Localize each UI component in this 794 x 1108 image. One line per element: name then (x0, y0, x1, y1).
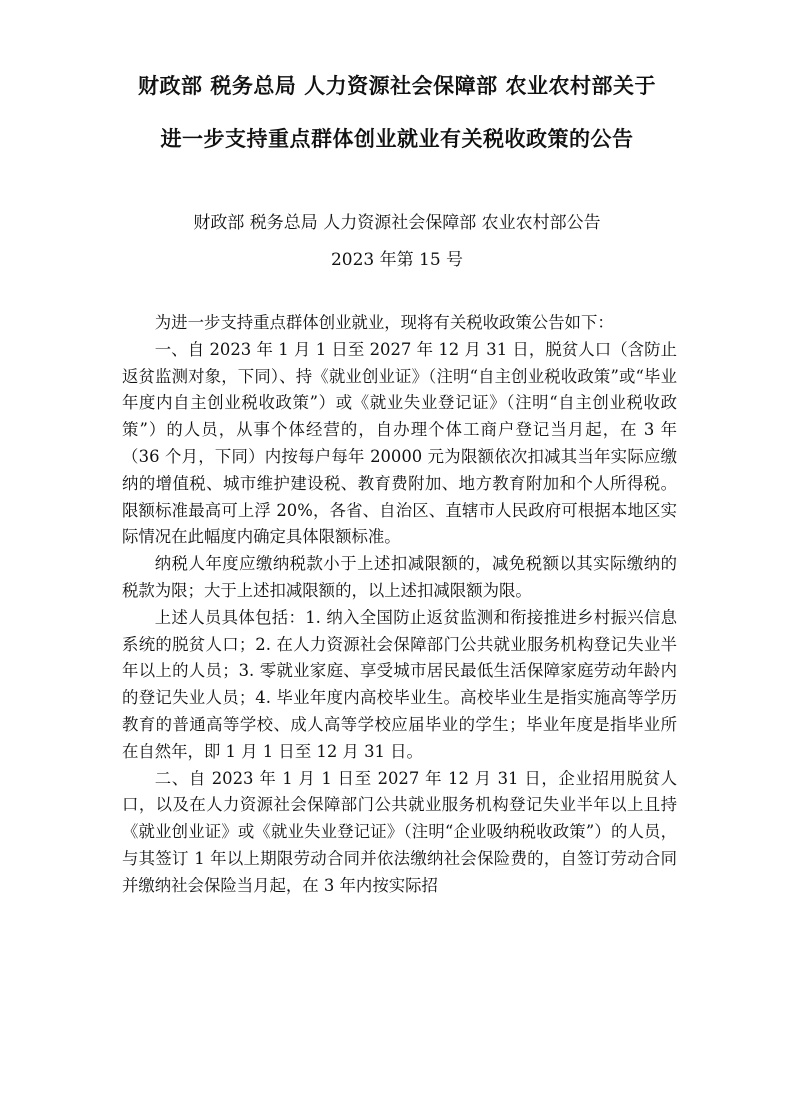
document-title-line-1: 财政部 税务总局 人力资源社会保障部 农业农村部关于 (138, 74, 656, 98)
document-title-line-2: 进一步支持重点群体创业就业有关税收政策的公告 (160, 127, 634, 151)
paragraph-intro: 为进一步支持重点群体创业就业，现将有关税收政策公告如下： (154, 313, 614, 332)
paragraph-clause-1: 一、自 2023 年 1 月 1 日至 2027 年 12 月 31 日，脱贫人口（含防止返贫监测对象，下同）、持《就业创业证》（注明“自主创业税收政策”或“毕业年度内自主创业税收政策”）或《就业失业登记证》（注明“自主创业税收政策”）的人员，从事个体经营的，自办理个体工商户登记当月起，在 3 年（36 个月，下同）内按每户每年 20000 元为限额依次扣减其当年实际应缴纳的增值税、城市维护建设税、教育费附加、地方教育附加和个人所得税。限额标准最高可上浮 20%，各省、自治区、直辖市人民政府可根据本地区实际情况在此幅度内确定具体限额标准。 (122, 339, 677, 547)
paragraph-clause-1-limit: 纳税人年度应缴纳税款小于上述扣减限额的，减免税额以其实际缴纳的税款为限；大于上述扣减限额的，以上述扣减限额为限。 (122, 554, 677, 600)
document-body (122, 310, 677, 900)
document-number: 2023 年第 15 号 (330, 250, 464, 270)
paragraph-clause-2: 二、自 2023 年 1 月 1 日至 2027 年 12 月 31 日，企业招用脱贫人口，以及在人力资源社会保障部门公共就业服务机构登记失业半年以上且持《就业创业证》或《就业失业登记证》（注明“企业吸纳税收政策”）的人员，与其签订 1 年以上期限劳动合同并依法缴纳社会保险费的，自签订劳动合同并缴纳社会保险当月起，在 3 年内按实际招 (122, 768, 677, 895)
paragraph-clause-1-persons: 上述人员具体包括：1. 纳入全国防止返贫监测和衔接推进乡村振兴信息系统的脱贫人口；2. 在人力资源社会保障部门公共就业服务机构登记失业半年以上的人员；3. 零就业家庭、享受城市居民最低生活保障家庭劳动年龄内的登记失业人员；4. 毕业年度内高校毕业生。高校毕业生是指实施高等学历教育的普通高等学校、成人高等学校应届毕业的学生；毕业年度是指毕业所在自然年，即 1 月 1 日至 12 月 31 日。 (122, 607, 677, 761)
issuer-line: 财政部 税务总局 人力资源社会保障部 农业农村部公告 (193, 213, 601, 233)
